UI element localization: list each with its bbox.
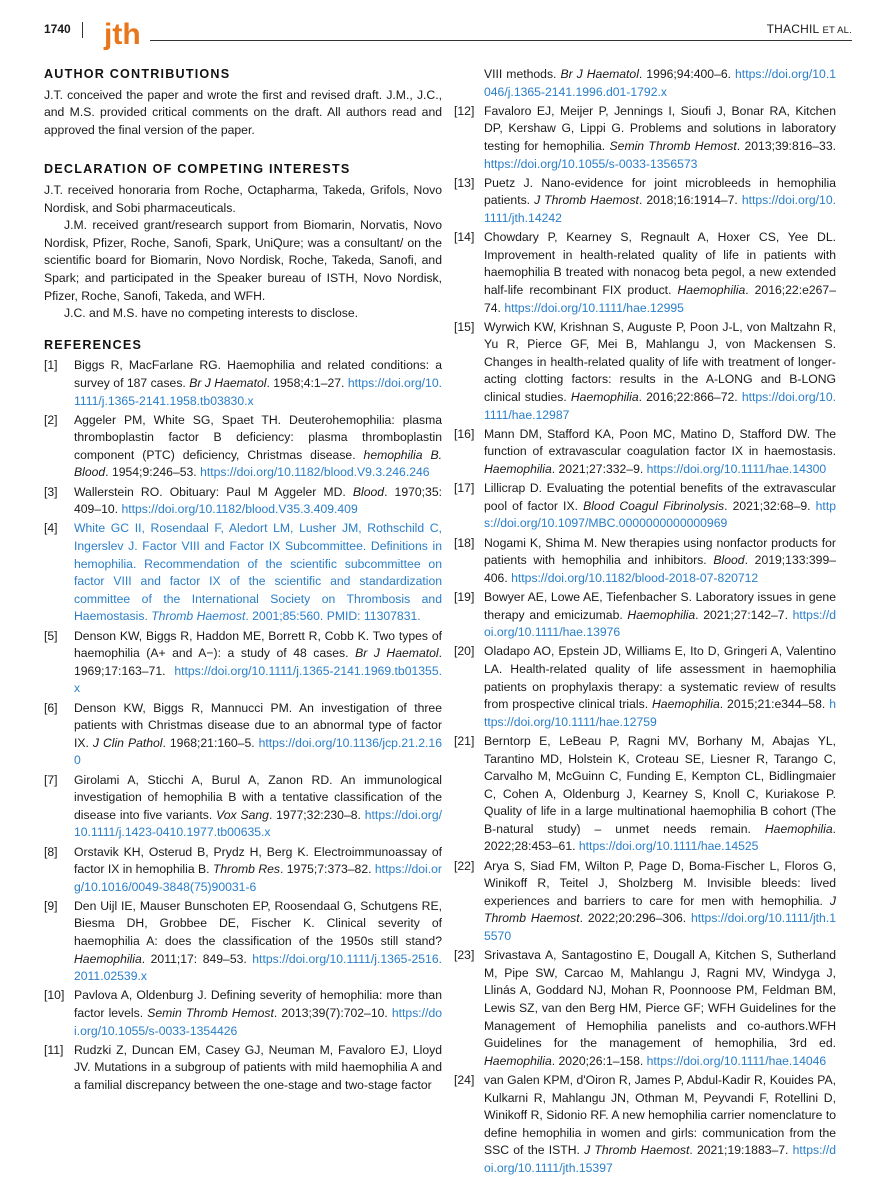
- ref-details: . 1969;17:163–71.: [74, 646, 442, 678]
- ref-journal: hemophilia B. Blood: [74, 447, 442, 480]
- ref-doi-link[interactable]: https://doi.org/10.1182/blood.V9.3.246.246: [200, 465, 430, 480]
- ref-doi-link[interactable]: https://doi.org/10.1111/j.1365-2141.1958.tb03830.x: [74, 375, 442, 408]
- ref-details: . 2001;85:560. PMID: 11307831.: [245, 609, 421, 624]
- competing-interests-para-2: J.M. received grant/research support from Biomarin, Norvatis, Novo Nordisk, Pfizer, Roche, Sanofi, Spark, UniQure; was a consultant/ on the scientific board for Biomarin, Novo Nordisk, Roche, Takeda, Sanofi, and Spark; and participated in the Speaker bureau of ISTH, Novo Nordisk, Pfizer, Roche, Sanofi, Takeda, and WFH.: [44, 218, 442, 303]
- ref-journal: Blood Coagul Fibrinolysis: [583, 498, 725, 513]
- ref-body: [74, 412, 442, 482]
- ref-number: [21]: [454, 733, 475, 748]
- reference-item: [44, 987, 442, 1040]
- ref-doi-link[interactable]: https://doi.org/10.1111/j.1365-2516.2011.02539.x: [74, 951, 442, 984]
- ref-text: White GC II, Rosendaal F, Aledort LM, Lusher JM, Rothschild C, Ingerslev J. Factor VIII and Factor IX Subcommittee. Definitions in hemophilia. Recommendation of the scientific subcommittee on factor VIII and factor IX of the scientific and standardization committee of the International Society on Thrombosis and Haemostasis.: [74, 521, 442, 624]
- ref-journal: Haemophilia: [652, 697, 720, 712]
- ref-number: [5]: [44, 628, 58, 643]
- right-column: [454, 66, 836, 1179]
- reference-item: [454, 229, 836, 317]
- competing-interests-para-1: J.T. received honoraria from Roche, Octapharma, Takeda, Grifols, Novo Nordisk, and Sobi pharmaceuticals.: [44, 182, 442, 215]
- ref-body: [74, 1042, 442, 1095]
- reference-item: [454, 175, 836, 228]
- ref-text: Aggeler PM, White SG, Spaet TH. Deuterohemophilia: plasma thromboplastin factor B deficiency: plasma thromboplastin component (PTC) deficiency, Christmas disease.: [74, 412, 442, 462]
- author-contributions-text: J.T. conceived the paper and wrote the first and revised draft. J.M., J.C., and M.S. provided critical comments on the draft. All authors read and approved the final version of the paper.: [44, 87, 442, 137]
- ref-details: . 2018;16:1914–7.: [638, 193, 742, 208]
- ref-number: [7]: [44, 772, 58, 787]
- reference-item: [44, 1042, 442, 1095]
- ref-journal: J Thromb Haemost: [484, 893, 836, 926]
- ref-number: [10]: [44, 988, 65, 1003]
- reference-item: [44, 357, 442, 410]
- jth-logo-icon: [100, 10, 152, 58]
- ref-details: . 1954;9:246–53.: [105, 465, 201, 480]
- ref-number: [9]: [44, 898, 58, 913]
- ref-journal: J Thromb Haemost: [534, 193, 639, 208]
- ref-number: [11]: [44, 1042, 64, 1057]
- ref-doi-link[interactable]: https://doi.org/10.1111/j.1423-0410.1977.tb00635.x: [74, 807, 442, 840]
- running-head-name: THACHIL: [766, 22, 819, 36]
- ref-details: . 2021;27:332–9.: [551, 462, 647, 477]
- ref-journal: Thromb Haemost: [151, 609, 246, 624]
- ref-journal: Haemophilia: [74, 951, 142, 966]
- ref-text: van Galen KPM, d'Oiron R, James P, Abdul-Kadir R, Kouides PA, Kulkarni R, Mahlangu JN, Othman M, Peyvandi F, Rotellini D, Winikoff R, Sidonio RF. A new hemophilia carrier nomenclature to define hemophilia in women and girls: communication from the SSC of the ISTH.: [484, 1072, 836, 1158]
- ref-journal: Haemophilia: [484, 1053, 552, 1068]
- ref-text: Mann DM, Stafford KA, Poon MC, Matino D, Stafford DW. The function of extravascular coagulation factor IX in haemostasis.: [484, 426, 836, 459]
- ref-body: [484, 175, 836, 228]
- reference-item: [454, 589, 836, 642]
- ref-number: [4]: [44, 521, 58, 536]
- ref-doi-link[interactable]: https://doi.org/10.1182/blood.V35.3.409.409: [121, 502, 358, 517]
- ref-text: Pavlova A, Oldenburg J. Defining severity of hemophilia: more than factor levels.: [74, 988, 442, 1021]
- ref-doi-link[interactable]: https://doi.org/10.1111/j.1365-2141.1969.tb01355.x: [74, 663, 442, 696]
- ref-text: Rudzki Z, Duncan EM, Casey GJ, Neuman M, Favaloro EJ, Lloyd JV. Mutations in a subgroup of patients with mild haemophilia A and a familial discrepancy between the one-stage and two-stage factor: [74, 1042, 442, 1092]
- ref-doi-link[interactable]: https://doi.org/10.1136/jcp.21.2.160: [74, 735, 442, 768]
- ref-doi-link[interactable]: https://doi.org/10.1097/MBC.0000000000000969: [484, 498, 836, 531]
- reference-list-right: [454, 103, 836, 1178]
- ref-text: Puetz J. Nano-evidence for joint microbleeds in hemophilia patients.: [484, 175, 836, 208]
- ref-body: [74, 700, 442, 770]
- ref-body: [484, 643, 836, 731]
- ref-text: Den Uijl IE, Mauser Bunschoten EP, Roosendaal G, Schutgens RE, Biesma DH, Grobbee DE, Fischer K. Clinical severity of haemophilia A: does the classification of the 1950s still stand?: [74, 898, 442, 949]
- ref-text: Chowdary P, Kearney S, Regnault A, Hoxer CS, Yee DL. Improvement in health-related quality of life in patients with haemophilia B treated with nonacog beta pegol, a new extended half-life recombinant FIX product.: [484, 230, 836, 297]
- ref-journal: Br J Haematol: [189, 375, 267, 390]
- ref-journal: Thromb Res: [212, 862, 280, 877]
- ref-details: . 1975;7:373–82.: [280, 862, 375, 877]
- ref-body: [484, 733, 836, 856]
- ref-details: . 2022;28:453–61.: [484, 821, 836, 854]
- reference-item: [454, 858, 836, 946]
- reference-item: [44, 412, 442, 482]
- ref-journal: Semin Thromb Hemost: [147, 1006, 274, 1021]
- ref-text: Berntorp E, LeBeau P, Ragni MV, Borhany M, Abajas YL, Tarantino MD, Holstein K, Croteau SE, Liesner R, Tarango C, Carvalho M, McGuinn C, Funding E, Kempton CL, Bidlingmaier C, Cohen A, Oldenburg J, Kearney S, Knoll C, Kuriakose P. Quality of life in a large multinational haemophilia B cohort (The B-natural study) – unmet needs remain.: [484, 733, 836, 836]
- reference-item: [44, 628, 442, 698]
- ref-doi-link[interactable]: https://doi.org/10.1111/jth.15397: [484, 1143, 836, 1175]
- ref-doi-link[interactable]: https://doi.org/10.1111/hae.12759: [484, 697, 836, 729]
- ref-doi-link[interactable]: https://doi.org/10.1111/hae.13976: [484, 607, 836, 640]
- ref-journal: Blood: [713, 553, 745, 568]
- ref-text: VIII methods.: [484, 67, 561, 81]
- ref-details: . 2022;20:296–306.: [579, 911, 691, 926]
- ref-doi-link[interactable]: https://doi.org/10.1111/hae.12995: [504, 300, 684, 315]
- ref-number: [22]: [454, 858, 475, 873]
- ref-details: . 2021;27:142–7.: [695, 607, 793, 622]
- ref-doi-link[interactable]: https://doi.org/10.1111/hae.14300: [646, 462, 827, 477]
- ref-number: [12]: [454, 103, 475, 118]
- ref-body: [484, 858, 836, 946]
- ref-details: . 2013;39(7):702–10.: [273, 1006, 392, 1021]
- ref-number: [6]: [44, 700, 58, 715]
- reference-item: [44, 772, 442, 842]
- ref-number: [18]: [454, 535, 475, 550]
- ref-doi-link[interactable]: https://doi.org/10.1182/blood-2018-07-820712: [511, 570, 759, 585]
- ref-doi-link[interactable]: https://doi.org/10.1111/jth.15570: [484, 911, 836, 944]
- reference-item: [454, 643, 836, 731]
- ref-number: [14]: [454, 230, 475, 245]
- ref-number: [15]: [454, 319, 475, 334]
- ref-details: . 2020;26:1–158.: [551, 1053, 647, 1068]
- ref-details: . 1996;94:400–6.: [638, 67, 736, 81]
- ref-text: Bowyer AE, Lowe AE, Tiefenbacher S. Laboratory issues in gene therapy and emicizumab.: [484, 589, 836, 622]
- ref-number: [17]: [454, 481, 475, 496]
- spacer: [44, 139, 442, 161]
- ref-text: Wallerstein RO. Obituary: Paul M Aggeler MD.: [74, 484, 353, 499]
- ref-text: Favaloro EJ, Meijer P, Jennings I, Sioufi J, Bonar RA, Kitchen DP, Kershaw G, Lippi G. Problems and solutions in laboratory testing for hemophilia.: [484, 103, 836, 153]
- ref-journal: Vox Sang: [216, 807, 269, 822]
- ref-number: [3]: [44, 484, 58, 499]
- reference-item: [454, 733, 836, 856]
- ref-details: . 1968;21:160–5.: [162, 735, 259, 750]
- ref-body: [74, 898, 442, 986]
- ref-details: . 2016;22:866–72.: [638, 390, 742, 405]
- ref-doi-link[interactable]: https://doi.org/10.1055/s-0033-1354426: [74, 1006, 442, 1038]
- ref-journal: Br J Haematol: [560, 67, 639, 81]
- ref-doi-link[interactable]: https://doi.org/10.1111/hae.14525: [578, 839, 759, 854]
- ref-journal: Br J Haematol: [355, 646, 439, 661]
- ref-number: [23]: [454, 948, 475, 963]
- ref-journal: Haemophilia: [484, 462, 552, 477]
- ref-number: [19]: [454, 589, 475, 604]
- ref-doi-link[interactable]: https://doi.org/10.1111/hae.12987: [484, 390, 836, 422]
- ref-text: Girolami A, Sticchi A, Burul A, Zanon RD. An immunological investigation of hemophilia B with a tentative classification of the disease into five variants.: [74, 772, 442, 822]
- page-header: [0, 0, 896, 60]
- ref-doi-link[interactable]: https://doi.org/10.1111/jth.14242: [484, 193, 837, 225]
- reference-item: [454, 103, 836, 173]
- ref-body: [484, 535, 836, 588]
- ref-details: . 2015;21:e344–58.: [719, 697, 830, 712]
- ref-body: [74, 484, 442, 519]
- ref-number: [8]: [44, 844, 58, 859]
- ref-doi-link[interactable]: https://doi.org/10.1111/hae.14046: [646, 1053, 827, 1068]
- ref-details: . 2019;133:399–406.: [484, 553, 836, 585]
- ref-doi-link[interactable]: https://doi.org/10.1016/0049-3848(75)90031-6: [74, 862, 442, 894]
- ref-details: . 2013;39:816–33.: [736, 138, 836, 153]
- ref-details: . 2021;19:1883–7.: [689, 1143, 793, 1158]
- ref-text: Arya S, Siad FM, Wilton P, Page D, Boma-Fischer L, Floros G, Winikoff R, Teitel J, Sholzberg M. Invisible bleeds: lived experiences and barriers to care for men with hemophilia.: [484, 858, 836, 908]
- ref-body: [484, 1072, 836, 1178]
- reference-11-continued: [484, 66, 836, 101]
- reference-item: [44, 844, 442, 897]
- ref-body: [74, 628, 442, 698]
- ref-number: [24]: [454, 1072, 475, 1087]
- ref-details: . 2011;17: 849–53.: [141, 951, 253, 966]
- ref-body: [484, 947, 836, 1070]
- ref-number: [16]: [454, 426, 475, 441]
- spacer: [44, 323, 442, 337]
- left-column: [44, 66, 442, 1096]
- ref-doi-link[interactable]: https://doi.org/10.1055/s-0033-1356573: [484, 156, 698, 171]
- ref-journal: J Clin Pathol: [92, 735, 163, 750]
- ref-journal: Semin Thromb Hemost: [609, 138, 737, 153]
- competing-interests-title: DECLARATION OF COMPETING INTERESTS: [44, 162, 351, 177]
- ref-text: Orstavik KH, Osterud B, Prydz H, Berg K. Electroimmunoassay of factor IX in hemophilia B.: [74, 844, 442, 877]
- ref-doi-link[interactable]: https://doi.org/10.1046/j.1365-2141.1996.d01-1792.x: [484, 67, 836, 99]
- ref-details: . 1977;32:230–8.: [268, 807, 365, 822]
- ref-text: Denson KW, Biggs R, Mannucci PM. An investigation of three patients with Christmas disease due to an abnormal type of factor IX.: [74, 700, 442, 750]
- ref-body: [74, 357, 442, 410]
- page-number: 1740: [44, 22, 71, 36]
- running-head: [767, 22, 852, 36]
- reference-list-left: [44, 357, 442, 1094]
- ref-body: [484, 229, 836, 317]
- ref-details: . 2021;32:68–9.: [724, 498, 816, 513]
- ref-body: [74, 844, 442, 897]
- ref-body: [74, 772, 442, 842]
- ref-details: . 1958;4:1–27.: [266, 375, 348, 390]
- running-head-etal: ET AL.: [822, 25, 852, 36]
- ref-details: . 1970;35: 409–10.: [74, 484, 442, 517]
- ref-journal: Blood: [352, 484, 385, 499]
- ref-text: Oladapo AO, Epstein JD, Williams E, Ito D, Gringeri A, Valentino LA. Health-related quality of life assessment in haemophilia patients on prophylaxis therapy: a systematic review of results from prospective clinical trials.: [484, 644, 836, 712]
- logo-text: jth: [104, 18, 141, 51]
- ref-body: [484, 589, 836, 642]
- ref-number: [20]: [454, 644, 475, 659]
- ref-text: Denson KW, Biggs R, Haddon ME, Borrett R, Cobb K. Two types of haemophilia (A+ and A−): a study of 48 cases.: [74, 628, 442, 661]
- ref-details: . 2016;22:e267–74.: [484, 282, 836, 315]
- reference-item: [454, 426, 836, 479]
- reference-item: [454, 480, 836, 533]
- ref-text: Wyrwich KW, Krishnan S, Auguste P, Poon J-L, von Maltzahn R, Yu R, Pierce GF, Mei B, Mahlangu J, von Mackensen S. Changes in health-related quality of life with treatment of longer-acting clotting factors: results in the A-LONG and B-LONG clinical studies.: [484, 319, 836, 405]
- ref-journal: Haemophilia: [764, 821, 833, 836]
- ref-number: [13]: [454, 175, 475, 190]
- ref-text: Biggs R, MacFarlane RG. Haemophilia and related conditions: a survey of 187 cases.: [74, 358, 442, 390]
- ref-body[interactable]: [74, 520, 442, 626]
- ref-text: Srivastava A, Santagostino E, Dougall A, Kitchen S, Sutherland M, Pipe SW, Carcao M, Mahlangu J, Ragni MV, Windyga J, Llinás A, Goddard NJ, Mohan R, Poonnoose PM, Feldman BM, Lewis SZ, van den Berg HM, Pierce GF; WFH Guidelines for the Management of Hemophilia panelists and co-authors.WFH Guidelines for the management of hemophilia, 3rd ed.: [484, 948, 836, 1051]
- reference-item: [44, 520, 442, 626]
- competing-interests-para-3: J.C. and M.S. have no competing interests to disclose.: [64, 306, 358, 321]
- ref-body: [484, 319, 836, 425]
- ref-body: [484, 426, 836, 479]
- reference-item: [454, 535, 836, 588]
- header-rule: [150, 40, 852, 41]
- ref-number: [2]: [44, 412, 58, 427]
- reference-item: [44, 898, 442, 986]
- ref-journal: Haemophilia: [627, 607, 696, 622]
- reference-item: [454, 319, 836, 425]
- ref-number: [1]: [44, 358, 58, 373]
- header-separator: [82, 22, 83, 38]
- ref-text: Lillicrap D. Evaluating the potential benefits of the extravascular pool of factor IX.: [484, 481, 836, 513]
- reference-item: [44, 484, 442, 519]
- ref-text: Nogami K, Shima M. New therapies using nonfactor products for patients with hemophilia and inhibitors.: [484, 535, 836, 568]
- reference-item: [454, 947, 836, 1070]
- ref-journal: Haemophilia: [677, 282, 746, 297]
- ref-journal: Haemophilia: [570, 390, 639, 405]
- ref-body: [484, 103, 836, 173]
- ref-body: [484, 480, 836, 533]
- author-contributions-title: AUTHOR CONTRIBUTIONS: [44, 67, 231, 81]
- reference-item: [44, 700, 442, 770]
- references-title: REFERENCES: [44, 337, 143, 352]
- ref-journal: J Thromb Haemost: [584, 1143, 690, 1158]
- reference-item: [454, 1072, 836, 1178]
- ref-body: [74, 987, 442, 1040]
